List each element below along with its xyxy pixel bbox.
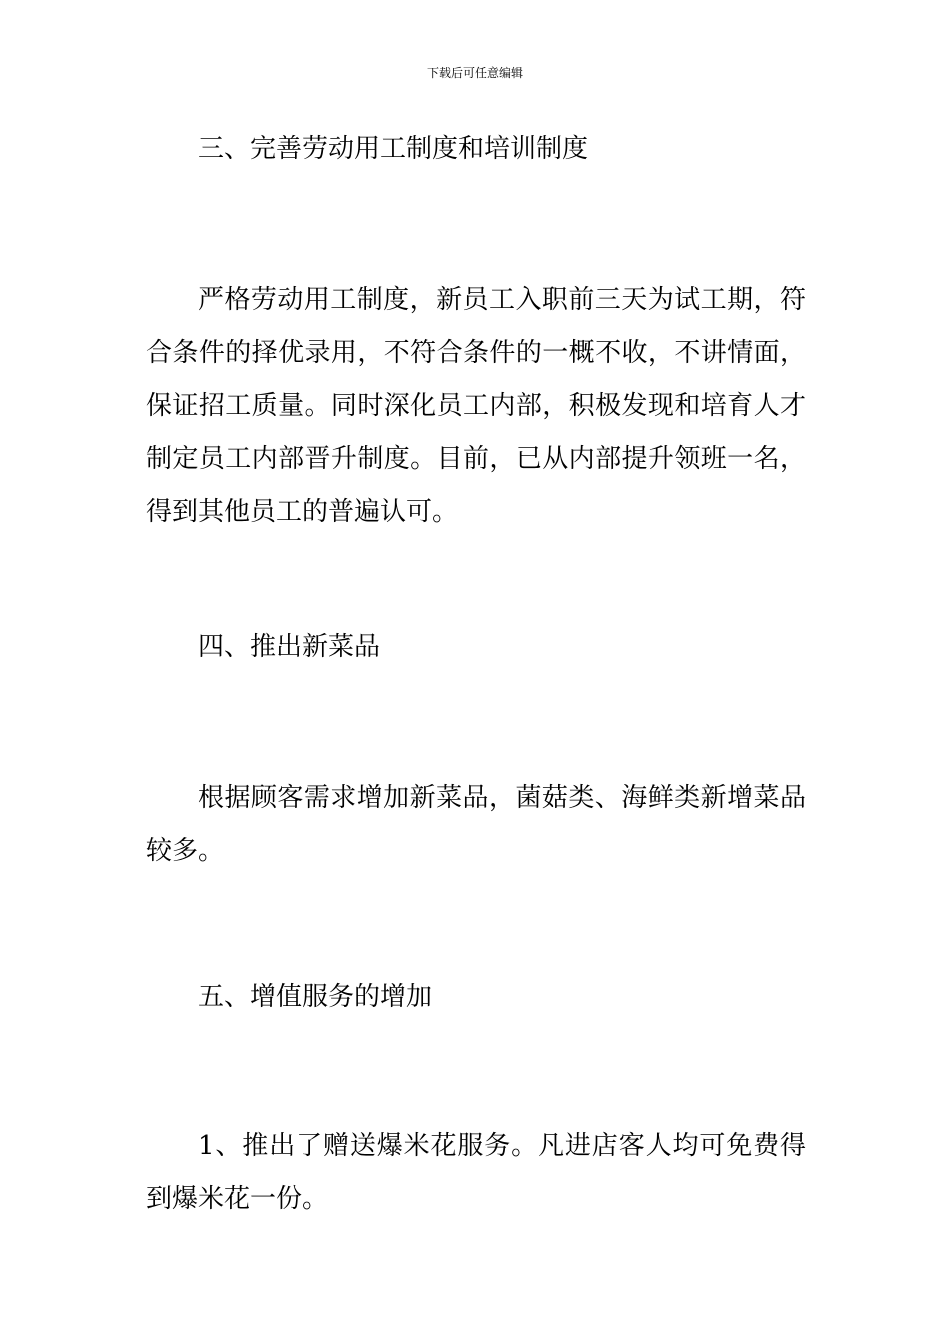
section-heading-3: 三、完善劳动用工制度和培训制度 [198, 134, 589, 164]
page-header: 下载后可任意编辑 [426, 66, 523, 80]
paragraph-popcorn-service: 1、推出了赠送爆米花服务。凡进店客人均可免费得到爆米花一份。 [146, 1131, 806, 1214]
paragraph-new-dishes: 根据顾客需求增加新菜品，菌菇类、海鲜类新增菜品较多。 [146, 783, 806, 866]
paragraph-labor-system: 严格劳动用工制度，新员工入职前三天为试工期，符合条件的择优录用，不符合条件的一概不收，不讲情面，保证招工质量。同时深化员工内部，积极发现和培育人才制定员工内部晋升制度。目前，已从内部提升领班一名，得到其他员工的普遍认可。 [146, 285, 806, 527]
section-heading-5: 五、增值服务的增加 [198, 982, 433, 1012]
section-heading-4: 四、推出新菜品 [198, 632, 381, 662]
